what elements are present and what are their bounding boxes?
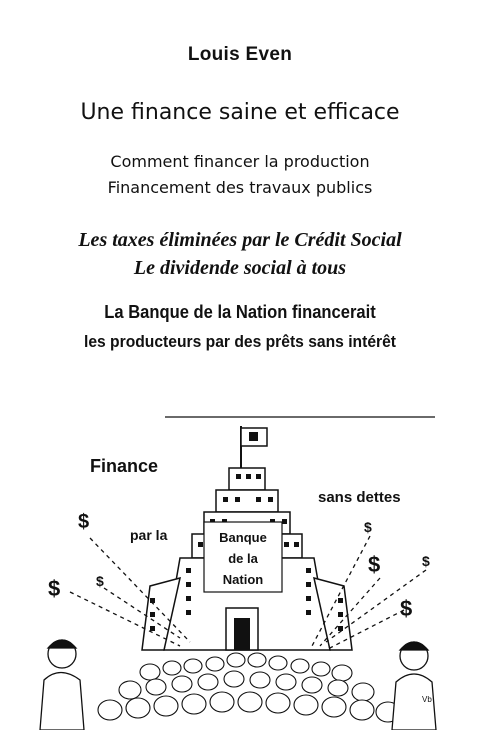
person-left (40, 640, 84, 730)
bank-illustration (30, 410, 450, 730)
person-right (392, 642, 436, 730)
bank-door (226, 608, 258, 650)
dollar-sign-icon: $ (400, 596, 413, 621)
sign-line-1: Banque (219, 530, 267, 545)
author-name: Louis Even (187, 44, 293, 65)
dollar-sign-icon: $ (364, 519, 372, 535)
dollar-sign-icon: $ (96, 573, 104, 589)
dollar-sign-icon: $ (48, 576, 61, 601)
subtitle-2: Financement des travaux publics (107, 178, 373, 197)
sign-line-2: de la (228, 551, 258, 566)
sign-line-3: Nation (222, 572, 264, 587)
book-title: Une finance saine et efficace (80, 100, 400, 125)
dollar-sign-icon: $ (422, 553, 430, 569)
italic-line-1: Les taxes éliminées par le Crédit Social (78, 229, 402, 251)
bank-line-2: les producteurs par des prêts sans intérêt (83, 332, 397, 351)
label-par-la: par la (130, 527, 168, 543)
crowd-of-producers (98, 653, 400, 722)
label-sans-dettes: sans dettes (318, 489, 401, 506)
dollar-sign-icon: $ (78, 511, 90, 533)
dollar-sign-icon: $ (368, 552, 381, 577)
label-finance: Finance (90, 456, 159, 476)
bank-line-1: La Banque de la Nation financerait (104, 302, 376, 322)
flag-icon (241, 426, 267, 468)
italic-line-2: Le dividende social à tous (133, 257, 347, 279)
subtitle-1: Comment financer la production (110, 152, 370, 171)
artist-signature: Vb (422, 695, 432, 704)
